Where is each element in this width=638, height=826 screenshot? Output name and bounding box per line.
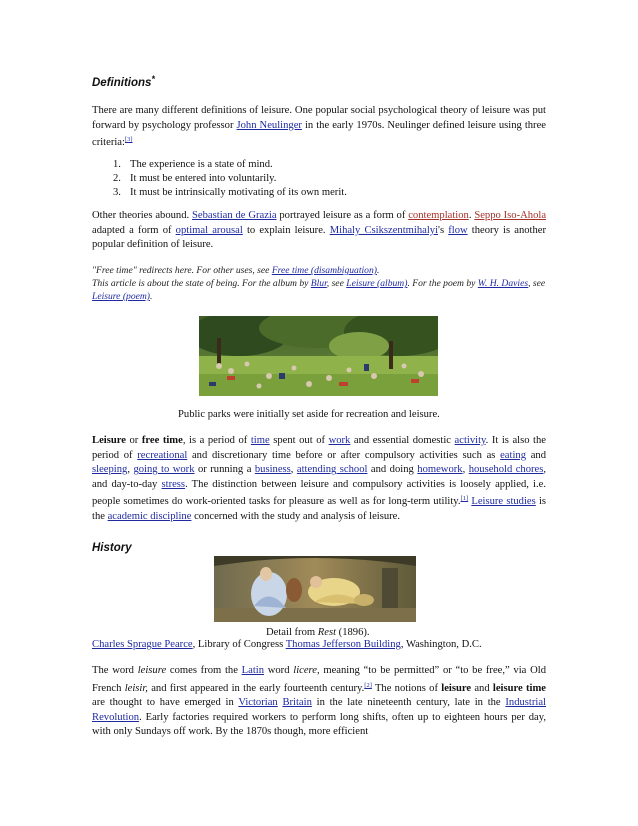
business-link[interactable]: business: [254, 464, 291, 476]
hatnote-line-2: This article is about the state of being. For the album by Blur, see Leisure (album). For the poem by W. H. Davies, see Leisure (poem).: [92, 278, 546, 302]
seppo-link[interactable]: Seppo Iso-Ahola: [474, 210, 547, 221]
leisure-poem-link[interactable]: Leisure (poem): [92, 291, 150, 302]
britain-link[interactable]: Britain: [282, 697, 312, 709]
household-chores-link[interactable]: household chores: [468, 464, 544, 476]
victorian-link[interactable]: Victorian: [238, 697, 278, 709]
rest-painting-image: [214, 556, 416, 622]
flow-link[interactable]: flow: [448, 224, 468, 236]
park-image: [199, 316, 438, 396]
neulinger-link[interactable]: John Neulinger: [236, 119, 302, 131]
rest-painting: [214, 556, 416, 622]
definitions-heading: Definitions*: [92, 74, 155, 89]
hatnote: [92, 264, 546, 303]
list-item: 3. It must be intrinsically motivating of its own merit.: [113, 187, 347, 198]
jefferson-building-link[interactable]: Thomas Jefferson Building: [285, 639, 401, 650]
work-link[interactable]: work: [328, 435, 351, 446]
painting-credit: Charles Sprague Pearce, Library of Congress Thomas Jefferson Building, Washington, D.C.: [92, 639, 482, 650]
academic-discipline-link[interactable]: academic discipline: [107, 510, 192, 522]
other-theories-paragraph: Other theories abound. Sebastian de Grazia portrayed leisure as a form of contemplation. Seppo Iso-Ahola adapted a form of optimal arousal to explain leisure. Mihaly Csikszentmihalyi's flow theory is another popular definition of leisure.: [92, 210, 547, 251]
latin-link[interactable]: Latin: [241, 665, 265, 676]
list-item: 1. The experience is a state of mind.: [113, 159, 273, 170]
blur-link[interactable]: Blur: [310, 278, 327, 289]
leisure-album-link[interactable]: Leisure (album): [346, 278, 408, 289]
leisure-paragraph: Leisure or free time, is a period of time spent out of work and essential domestic activity. It is also the period of recreational and discretionary time before or after compulsory activities such as eating and sleeping, going to work or running a business, attending school and doing homework, household chores, and day-to-day stress. The distinction between leisure and compulsory activities is loosely applied, i.e. people sometimes do work-oriented tasks for pleasure as well as for long-term utility.[1] Leisure studies is the academic discipline concerned with the study and analysis of leisure.: [92, 435, 547, 522]
leisure-studies-link[interactable]: Leisure studies: [471, 496, 536, 508]
activity-link[interactable]: activity: [454, 435, 486, 446]
pearce-link[interactable]: Charles Sprague Pearce: [92, 639, 193, 650]
history-heading: History: [92, 542, 132, 554]
definitions-heading-mark: *: [151, 74, 155, 84]
park-caption: Public parks were initially set aside for recreation and leisure.: [178, 409, 440, 420]
homework-link[interactable]: homework: [417, 464, 463, 476]
free-time-disambiguation-link[interactable]: Free time (disambiguation): [271, 265, 377, 276]
attending-school-link[interactable]: attending school: [296, 464, 368, 476]
criteria-list: [92, 158, 546, 200]
optimal-arousal-link[interactable]: optimal arousal: [175, 224, 243, 236]
going-to-work-link[interactable]: going to work: [133, 464, 195, 476]
reference-3[interactable]: [3]: [124, 136, 133, 144]
history-paragraph: The word leisure comes from the Latin word licere, meaning “to be permitted” or “to be free,” via Old French leisir, and first appeared in the early fourteenth century.[2] The notions of leisure and leisure time are thought to have emerged in Victorian Britain in the late nineteenth century, late in the Industrial Revolution. Early factories required workers to perform long shifts, often up to eighteen hours per day, with only Sundays off work. By the 1870s though, more efficient: [92, 665, 546, 738]
davies-link[interactable]: W. H. Davies: [477, 278, 529, 289]
stress-link[interactable]: stress: [161, 478, 186, 490]
reference-2[interactable]: [2]: [364, 681, 372, 689]
contemplation-link[interactable]: contemplation: [408, 210, 469, 221]
recreational-link[interactable]: recreational: [137, 449, 188, 461]
sleeping-link[interactable]: sleeping: [92, 464, 128, 476]
grazia-link[interactable]: Sebastian de Grazia: [192, 210, 277, 221]
hatnote-line-1: "Free time" redirects here. For other uses, see Free time (disambiguation).: [92, 265, 380, 276]
industrial-revolution-link[interactable]: Industrial Revolution: [92, 697, 546, 723]
time-link[interactable]: time: [250, 435, 270, 446]
list-item: 2. It must be entered into voluntarily.: [113, 173, 277, 184]
definitions-intro: There are many different definitions of leisure. One popular social psychological theory of leisure was put forward by psychology professor John Neulinger in the early 1970s. Neulinger defined leisure using three criteria:[3]: [92, 105, 546, 149]
reference-1[interactable]: [1]: [460, 495, 469, 503]
park-photo: [199, 316, 438, 396]
painting-caption: Detail from Rest (1896).: [266, 627, 370, 638]
eating-link[interactable]: eating: [500, 449, 526, 461]
csikszentmihalyi-link[interactable]: Mihaly Csikszentmihalyi: [329, 224, 439, 236]
